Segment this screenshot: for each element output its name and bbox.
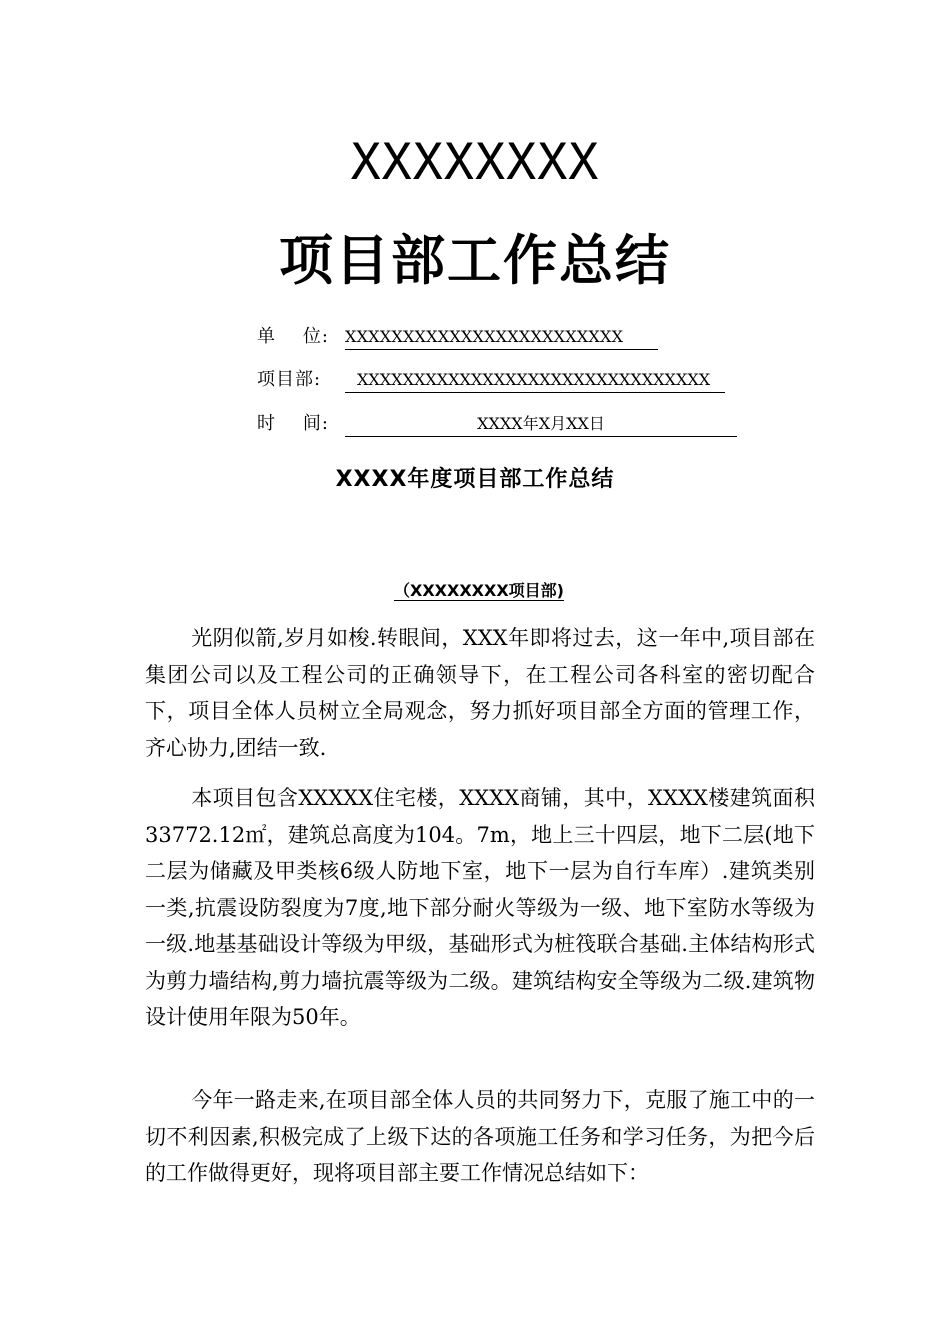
report-subtitle-line: [0, 578, 950, 604]
paragraph-1-block: [145, 620, 815, 766]
cover-main-title: 项目部工作总结: [279, 229, 671, 292]
report-subtitle: （XXXXXXXX项目部): [393, 581, 564, 600]
dept-value: XXXXXXXXXXXXXXXXXXXXXXXXXXXXXXX: [357, 370, 711, 389]
time-label: 时 间:: [257, 413, 329, 434]
paragraph: 今年一路走来,在项目部全体人员的共同努力下，克服了施工中的一切不利因素,积极完成了上级下达的各项施工任务和学习任务，为把今后的工作做得更好，现将项目部主要工作情况总结如下：: [145, 1088, 815, 1185]
unit-label: 单 位:: [257, 326, 329, 347]
paragraph-2-block: [145, 780, 815, 1036]
paragraph: 光阴似箭,岁月如梭.转眼间，XXX年即将过去，这一年中,项目部在集团公司以及工程公司的正确领导下，在工程公司各科室的密切配合下，项目全体人员树立全局观念，努力抓好项目部全方面的管理工作，齐心协力,团结一致.: [145, 626, 815, 760]
paragraph-3-block: [145, 1082, 815, 1192]
cover-code-title: XXXXXXXX: [350, 133, 600, 191]
unit-value: XXXXXXXXXXXXXXXXXXXXXXXX: [345, 323, 658, 350]
dept-value-line: [345, 366, 725, 393]
time-value: XXXX年X月XX日: [345, 410, 737, 437]
dept-label: 项目部:: [257, 369, 322, 390]
report-title: XXXX年度项目部工作总结: [335, 467, 615, 492]
paragraph: 本项目包含XXXXX住宅楼，XXXX商铺，其中，XXXX楼建筑面积33772.12㎡，建筑总高度为104。7m，地上三十四层，地下二层(地下二层为储藏及甲类核6级人防地下室，地下一层为自行车库）.建筑类别一类,抗震设防裂度为7度,地下部分耐火等级为一级、地下室防水等级为一级.地基基础设计等级为甲级，基础形式为桩筏联合基础.主体结构形式为剪力墙结构,剪力墙抗震等级为二级。建筑结构安全等级为二级.建筑物设计使用年限为50年。: [145, 786, 815, 1029]
